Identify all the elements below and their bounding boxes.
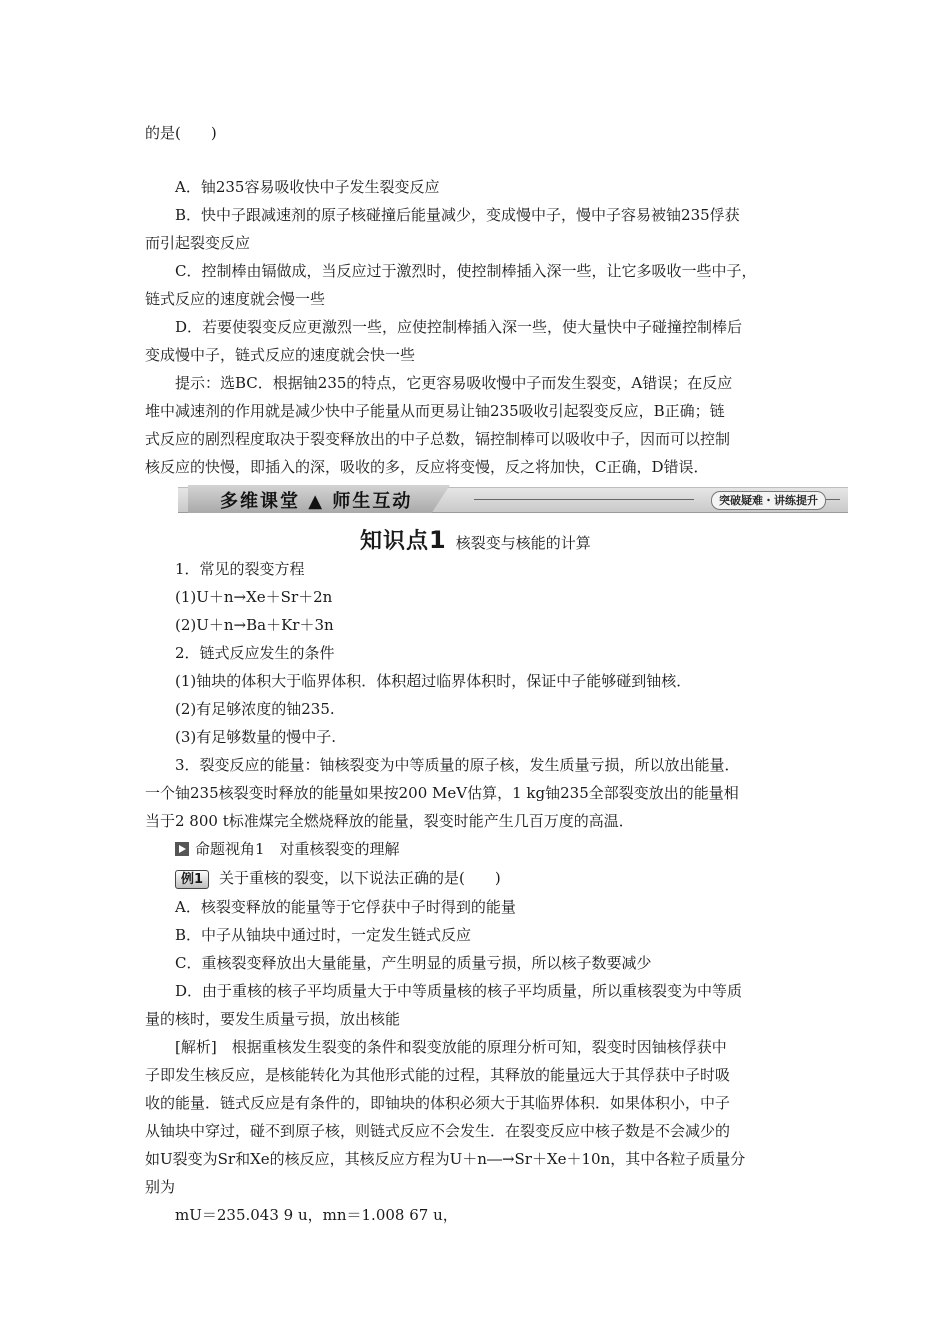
equation-2: (2)U＋n→Ba＋Kr＋3n [175,616,334,634]
section-banner [178,487,848,513]
banner-title: 多维课堂 ▲ 师生互动 [220,491,413,512]
option-c-line1: C．控制棒由镉做成，当反应过于激烈时，使控制棒插入深一些，让它多吸收一些中子， [175,262,757,280]
option-b-line1: B．快中子跟减速剂的原子核碰撞后能量减少，变成慢中子，慢中子容易被铀235俘获 [175,206,740,224]
banner-divider [474,499,694,500]
condition-2: (2)有足够浓度的铀235. [175,700,335,718]
example-option-b: B．中子从铀块中通过时，一定发生链式反应 [175,926,472,944]
knowledge-point-label: 知识点 [360,529,430,554]
analysis-line4: 从铀块中穿过，碰不到原子核，则链式反应不会发生．在裂变反应中核子数是不会减少的 [145,1122,731,1140]
analysis-line5: 如U裂变为Sr和Xe的核反应，其核反应方程为U＋n―→Sr＋Xe＋10n，其中各粒子质量分 [145,1150,746,1168]
view-heading [175,839,400,859]
hint-line2: 堆中减速剂的作用就是减少快中子能量从而更易让铀235吸收引起裂变反应，B正确；链 [145,402,725,420]
knowledge-point-heading [360,524,591,555]
example-question [175,868,501,889]
hint-line4: 核反应的快慢，即插入的深，吸收的多，反应将变慢，反之将加快，C正确，D错误． [145,458,709,476]
example-option-a: A．核裂变释放的能量等于它俘获中子时得到的能量 [175,898,516,916]
option-b-line2: 而引起裂变反应 [145,234,251,252]
knowledge-point-number: 1 [429,526,446,554]
play-icon [175,842,189,856]
analysis-line1: [解析] 根据重核发生裂变的条件和裂变放能的原理分析可知，裂变时因铀核俘获中 [175,1038,727,1056]
question-tail: 的是( ) [145,124,217,142]
banner-tag: 突破疑难・讲练提升 [711,491,826,510]
section-3-line2: 一个铀235核裂变时释放的能量如果按200 MeV估算，1 kg铀235全部裂变放出的能量相 [145,784,739,802]
example-badge: 例1 [175,870,209,889]
example-option-c: C．重核裂变释放出大量能量，产生明显的质量亏损，所以核子数要减少 [175,954,652,972]
hint-line1: 提示：选BC．根据铀235的特点，它更容易吸收慢中子而发生裂变，A错误；在反应 [175,374,733,392]
option-d-line1: D．若要使裂变反应更激烈一些，应使控制棒插入深一些，使大量快中子碰撞控制棒后 [175,318,743,336]
example-option-d-line2: 量的核时，要发生质量亏损，放出核能 [145,1010,401,1028]
analysis-line6: 别为 [145,1178,176,1196]
knowledge-point-title: 核裂变与核能的计算 [455,534,591,552]
section-3-line1: 3．裂变反应的能量：铀核裂变为中等质量的原子核，发生质量亏损，所以放出能量． [175,756,740,774]
analysis-line3: 收的能量．链式反应是有条件的，即铀块的体积必须大于其临界体积．如果体积小，中子 [145,1094,731,1112]
section-1: 1．常见的裂变方程 [175,560,305,578]
analysis-line2: 子即发生核反应，是核能转化为其他形式能的过程，其释放的能量远大于其俘获中子时吸 [145,1066,731,1084]
mass-values: mU＝235.043 9 u，mn＝1.008 67 u， [175,1206,458,1224]
option-c-line2: 链式反应的速度就会慢一些 [145,290,326,308]
equation-1: (1)U＋n→Xe＋Sr＋2n [175,588,333,606]
condition-1: (1)铀块的体积大于临界体积．体积超过临界体积时，保证中子能够碰到铀核． [175,672,692,690]
option-d-line2: 变成慢中子，链式反应的速度就会快一些 [145,346,416,364]
example-option-d-line1: D．由于重核的核子平均质量大于中等质量核的核子平均质量，所以重核裂变为中等质 [175,982,743,1000]
view-heading-text: 命题视角1 对重核裂变的理解 [195,840,400,858]
banner-divider-right [826,499,840,500]
condition-3: (3)有足够数量的慢中子. [175,728,337,746]
section-3-line3: 当于2 800 t标准煤完全燃烧释放的能量，裂变时能产生几百万度的高温． [145,812,634,830]
example-question-text: 关于重核的裂变，以下说法正确的是( ) [219,869,501,887]
section-2: 2．链式反应发生的条件 [175,644,335,662]
hint-line3: 式反应的剧烈程度取决于裂变释放出的中子总数，镉控制棒可以吸收中子，因而可以控制 [145,430,731,448]
option-a: A．铀235容易吸收快中子发生裂变反应 [175,178,440,196]
